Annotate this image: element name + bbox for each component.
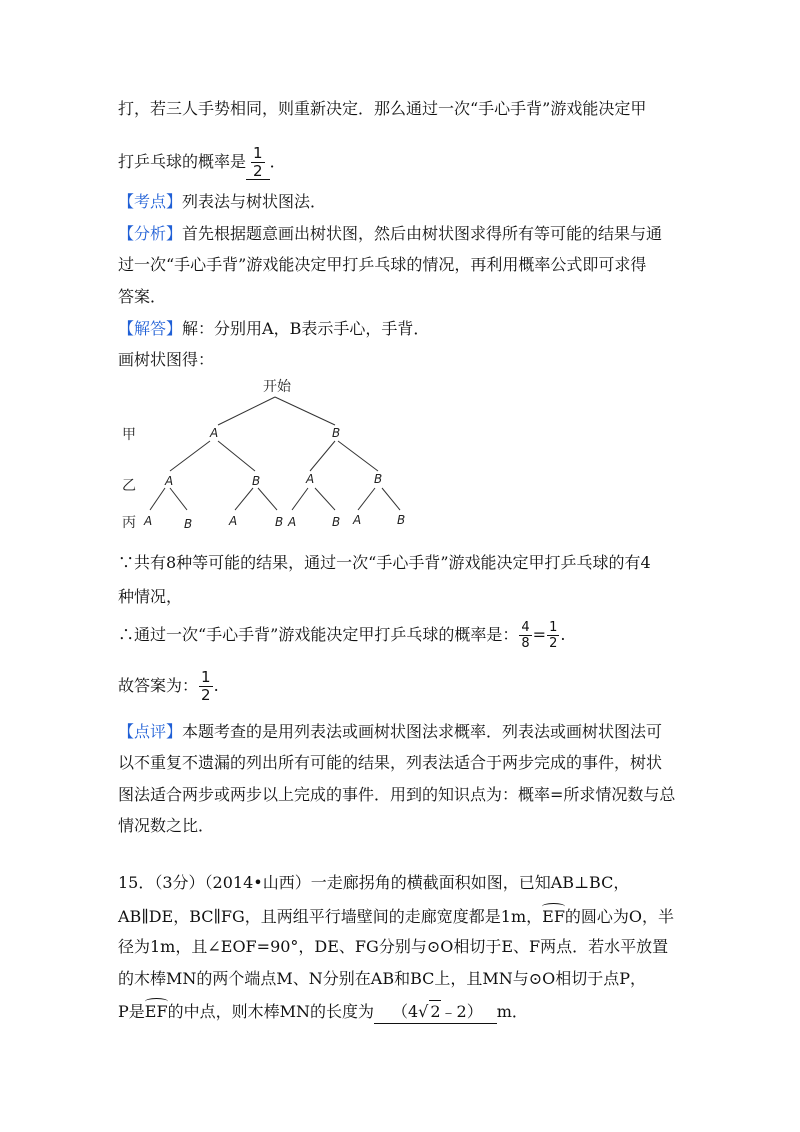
tree-row-label-jia: 甲 [122,427,136,443]
fenxi-text-1: 首先根据题意画出树状图，然后由树状图求得所有等可能的结果与通 [182,224,663,243]
fenxi-line-1 [118,223,662,245]
result-line-3-prefix: ∴通过一次“手心手背”游戏能决定甲打乒乓球的概率是： [118,625,519,644]
fenxi-line-3: 答案． [118,287,167,306]
tree-edge [218,397,275,425]
intro-answer [246,146,270,180]
equals-sign: = [532,625,547,644]
intro-answer-fraction [251,146,265,179]
q15-line-2-b: 的圆心为O，半 [564,907,675,926]
tree-node-l2: B [374,472,383,486]
q15-line-2 [118,906,674,928]
tree-node-l2: A [165,474,174,488]
intro-line-2-prefix: 打乒乓球的概率是 [118,152,247,171]
answer-rest: ﹣2） [440,1002,483,1021]
tree-edge [275,397,335,425]
arc-ef: EF [542,907,565,926]
dianping-line-3: 图法适合两步或两步以上完成的事件．用到的知识点为：概率=所求情况数与总 [118,785,676,804]
tree-edge [170,488,187,510]
fraction-4-8 [519,621,531,650]
tree-edge [310,441,335,471]
tree-edge [358,488,375,510]
tree-node-l3: A [353,513,362,527]
q15-line-5 [118,1000,528,1024]
answer-prefix: 故答案为： [118,676,199,695]
fraction-numerator: 4 [521,620,530,635]
jieda-tag: 【解答】 [118,319,183,338]
dianping-line-4: 情况数之比． [118,816,215,835]
tree-edge [170,441,210,471]
tree-node-l1: B [332,426,341,440]
answer-open: （4 [391,1002,419,1021]
tree-node-l2: B [252,474,261,488]
tree-row-label-yi: 乙 [122,478,136,494]
tree-node-l3: B [332,515,341,529]
fraction-denominator: 2 [549,636,558,651]
tree-edge [218,441,255,471]
q15-line-5-b: 的中点，则木棒MN的长度为 [167,1002,374,1021]
fraction-numerator: 1 [549,620,558,635]
intro-line-1: 打，若三人手势相同，则重新决定．那么通过一次“手心手背”游戏能决定甲 [118,99,647,118]
tree-node-l3: B [184,517,193,531]
fraction-denominator: 2 [201,686,211,704]
kaodian-text: 列表法与树状图法． [182,192,327,211]
tree-node-l3: A [229,514,238,528]
tree-node-l3: A [288,515,297,529]
q15-line-5-c: m． [496,1002,528,1021]
tree-edge [150,488,165,510]
intro-line-2-suffix: ． [269,152,286,171]
dianping-line-1 [118,721,662,743]
dianping-line-2: 以不重复不遗漏的列出所有可能的结果，列表法适合于两步完成的事件，树状 [118,753,663,772]
tree-edge [292,488,308,510]
period: . [213,676,219,695]
intro-line-2 [118,146,286,180]
sqrt-radicand: 2 [430,1002,441,1021]
kaodian-tag: 【考点】 [118,192,183,211]
q15-line-4: 的木棒MN的两个端点M、N分别在AB和BC上，且MN与⊙O相切于点P， [118,969,647,988]
fraction-numerator: 1 [253,144,263,162]
tree-node-l2: A [306,472,315,486]
draw-tree-line: 画树状图得： [118,350,215,369]
q15-line-5-a: P是 [118,1002,145,1021]
tree-edge [315,488,335,510]
answer-fraction [199,670,213,703]
tree-start: 开始 [263,379,291,395]
jieda-line [118,318,429,340]
tree-node-l3: A [144,514,153,528]
period: . [560,625,566,644]
tree-edge [235,488,253,510]
fenxi-line-2: 过一次“手心手背”游戏能决定甲打乒乓球的情况，再利用概率公式即可求得 [118,255,647,274]
q15-line-2-a: AB∥DE，BC∥FG，且两组平行墙壁间的走廊宽度都是1m， [118,907,543,926]
result-line-2: 种情况， [118,587,183,606]
result-line-3 [118,621,565,650]
fraction-numerator: 1 [201,668,211,686]
fraction-denominator: 8 [521,636,530,651]
q15-answer: （4√ 2﹣2） [374,1000,497,1024]
tree-edge [382,488,400,510]
result-line-1: ∵共有8种等可能的结果，通过一次“手心手背”游戏能决定甲打乒乓球的有4 [118,553,651,572]
q15-line-1: 15．（3分）（2014•山西）一走廊拐角的横截面积如图，已知AB⊥BC， [118,873,630,892]
tree-edge [258,488,277,510]
tree-node-l1: A [210,426,219,440]
kaodian-line [118,191,326,213]
arc-ef: EF [144,1002,168,1021]
tree-diagram [110,375,420,535]
tree-node-l3: B [275,515,284,529]
q15-line-3: 径为1m，且∠EOF=90°，DE、FG分别与⊙O相切于E、F两点．若水平放置 [118,937,669,956]
fraction-1-2 [547,621,559,650]
jieda-text: 解：分别用A，B表示手心，手背． [182,319,430,338]
tree-edge [338,441,378,471]
fenxi-tag: 【分析】 [118,224,183,243]
tree-row-label-bing: 丙 [122,515,136,531]
fraction-denominator: 2 [253,162,263,180]
answer-line [118,670,219,703]
dianping-text-1: 本题考查的是用列表法或画树状图法求概率．列表法或画树状图法可 [182,722,663,741]
dianping-tag: 【点评】 [118,722,183,741]
tree-node-l3: B [397,513,406,527]
